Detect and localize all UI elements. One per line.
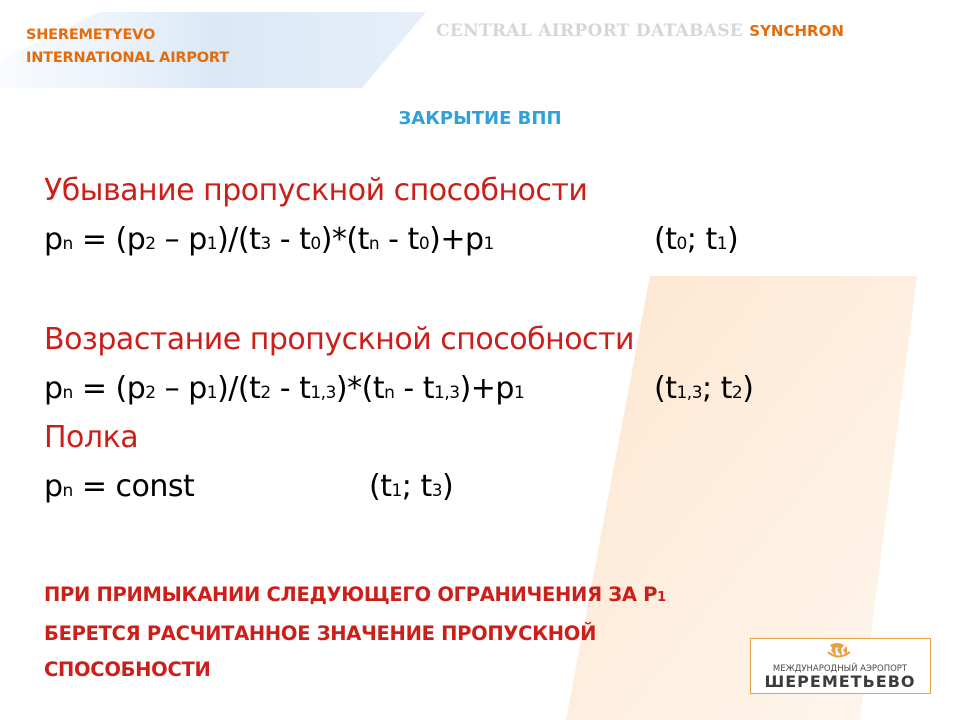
airport-name-line1: SHEREMETYEVO [26,27,156,43]
formula-sub: n [62,481,73,501]
formula-sub: 2 [145,234,156,254]
range-text: ) [742,371,754,406]
airport-name [26,24,229,70]
database-brand: SYNCHRON [749,22,844,40]
formula-text: – p [155,222,207,257]
database-title [436,21,844,41]
formula-text: = const [72,469,195,504]
range-text: ; t [686,222,717,257]
formula-sub: n [62,383,73,403]
range-text: ) [727,222,739,257]
range-sub: 0 [676,234,687,254]
range-text: ) [442,469,454,504]
formula-var: p [44,222,63,257]
formula-text: = (p [72,222,146,257]
formula-sub: 0 [418,234,430,254]
formula-text: - t [270,371,311,406]
shelf-heading: Полка [44,420,139,455]
formula-text: )*(t [320,222,369,257]
database-title-text: CENTRAL AIRPORT DATABASE [436,21,750,41]
decrease-formula [44,215,739,264]
formula-text: - t [270,222,311,257]
note-line1-text: ПРИ ПРИМЫКАНИИ СЛЕДУЮЩЕГО ОГРАНИЧЕНИЯ ЗА Р [44,583,658,606]
formula-text: )+p [459,371,514,406]
formula-sub: 3 [260,234,271,254]
range-text: (t [369,469,392,504]
formula-var: p [44,371,63,406]
formula-sub: n [62,234,73,254]
sheremetyevo-logo [750,638,931,694]
decrease-range [654,215,738,269]
wings-emblem-icon [828,643,850,657]
formula-text: )/(t [217,222,261,257]
note-line1 [44,577,666,616]
note-line2: БЕРЕТСЯ РАСЧИТАННОЕ ЗНАЧЕНИЕ ПРОПУСКНОЙ [44,622,597,645]
range-text: (t [654,371,677,406]
range-sub: 1,3 [676,383,703,403]
formula-sub: 1 [206,383,218,403]
formula-text: - t [379,222,419,257]
formula-sub: 1,3 [310,383,336,403]
logo-main-text: ШЕРЕМЕТЬЕВО [764,672,916,691]
note-line1-sub: 1 [657,590,666,605]
logo-graphic [751,639,930,693]
formula-sub: 2 [145,383,156,403]
formula-sub: 1 [513,383,525,403]
increase-formula [44,364,754,413]
formula-sub: 1 [483,234,494,254]
formula-content [44,166,754,511]
decrease-heading: Убывание пропускной способности [44,173,588,208]
logo-top-text: МЕЖДУНАРОДНЫЙ АЭРОПОРТ [772,664,908,674]
formula-sub: 1,3 [434,383,460,403]
range-sub: 1 [391,481,402,501]
formula-text: )/(t [217,371,261,406]
formula-sub: n [368,234,380,254]
formula-sub: 1 [206,234,218,254]
airport-name-line2: INTERNATIONAL AIRPORT [26,50,229,66]
range-text: ; t [702,371,732,406]
slide-title: ЗАКРЫТИЕ ВПП [398,108,562,129]
formula-sub: 2 [260,383,271,403]
formula-var: p [44,469,63,504]
shelf-range [369,462,453,516]
range-sub: 1 [716,234,728,254]
range-text: (t [654,222,677,257]
formula-text: - t [394,371,435,406]
formula-sub: n [384,383,395,403]
increase-range [654,364,753,418]
formula-text: )*(t [335,371,385,406]
range-text: ; t [401,469,432,504]
range-sub: 2 [731,383,743,403]
formula-sub: 0 [310,234,321,254]
note-line3: СПОСОБНОСТИ [44,658,211,681]
formula-text: )+p [429,222,484,257]
shelf-formula [44,462,634,511]
increase-heading: Возрастание пропускной способности [44,322,635,357]
formula-text: – p [155,371,207,406]
range-sub: 3 [431,481,443,501]
formula-text: = (p [72,371,146,406]
adjacency-note [44,577,666,688]
